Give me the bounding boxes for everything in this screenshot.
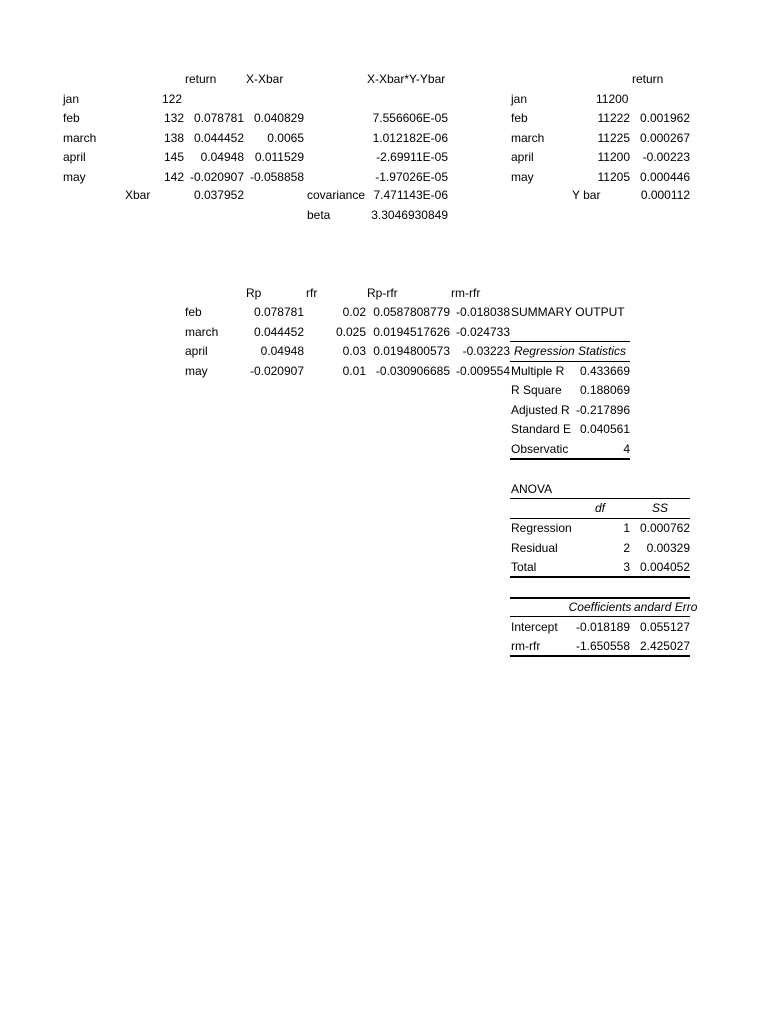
month-label: feb xyxy=(63,111,80,125)
coef-value: -0.018189 xyxy=(575,620,630,634)
header-rp-rfr: Rp-rfr xyxy=(367,286,398,300)
beta-label: beta xyxy=(307,208,331,222)
xy-value: -2.69911E-05 xyxy=(376,150,448,164)
divider xyxy=(510,361,630,362)
return-value: 0.001962 xyxy=(639,111,690,125)
stat-label: Adjusted R xyxy=(511,403,570,417)
rp-rfr-value: 0.0587808779 xyxy=(373,305,450,319)
x-xbar-value: 0.040829 xyxy=(253,111,304,125)
rp-rfr-value: 0.0194800573 xyxy=(373,344,450,358)
anova-header-ss: SS xyxy=(651,501,668,515)
rm-rfr-value: -0.018038 xyxy=(455,305,510,319)
rm-rfr-value: -0.009554 xyxy=(455,364,510,378)
month-label: may xyxy=(63,170,86,184)
price-value: 142 xyxy=(163,170,184,184)
stderr-value: 0.055127 xyxy=(639,620,690,634)
stderr-value: 2.425027 xyxy=(639,639,690,653)
header-rm-rfr: rm-rfr xyxy=(451,286,481,300)
divider xyxy=(510,458,630,460)
coef-value: -1.650558 xyxy=(575,639,630,653)
month-label: may xyxy=(185,364,208,378)
anova-title: ANOVA xyxy=(511,482,553,496)
anova-df: 1 xyxy=(623,521,630,535)
xy-value: -1.97026E-05 xyxy=(375,170,448,184)
rp-rfr-value: -0.030906685 xyxy=(375,364,450,378)
month-label: feb xyxy=(185,305,202,319)
stat-value: 0.040561 xyxy=(579,422,630,436)
rp-value: 0.044452 xyxy=(253,325,304,339)
anova-row-label: Total xyxy=(511,560,537,574)
divider xyxy=(510,341,630,342)
return-value: -0.00223 xyxy=(642,150,690,164)
rp-value: 0.04948 xyxy=(260,344,304,358)
stat-value: -0.217896 xyxy=(575,403,630,417)
month-label: march xyxy=(63,131,97,145)
xbar-value: 0.037952 xyxy=(193,188,244,202)
price-value: 11200 xyxy=(597,150,630,164)
month-label: april xyxy=(511,150,534,164)
return-value: 0.044452 xyxy=(193,131,244,145)
price-value: 11222 xyxy=(597,111,630,125)
rfr-value: 0.01 xyxy=(342,364,366,378)
coef-header: Coefficients xyxy=(568,600,632,614)
rm-rfr-value: -0.024733 xyxy=(455,325,510,339)
anova-row-label: Regression xyxy=(511,521,572,535)
header-x-xbar-y-ybar: X-Xbar*Y-Ybar xyxy=(367,72,446,86)
ybar-value: 0.000112 xyxy=(640,188,690,202)
rm-rfr-value: -0.03223 xyxy=(462,344,510,358)
price-value: 11205 xyxy=(597,170,630,184)
x-xbar-value: 0.011529 xyxy=(254,150,304,164)
return-value: -0.020907 xyxy=(189,170,244,184)
month-label: jan xyxy=(511,92,528,106)
month-label: may xyxy=(511,170,534,184)
month-label: march xyxy=(511,131,545,145)
return-value: 0.04948 xyxy=(200,150,244,164)
price-value: 145 xyxy=(163,150,184,164)
ybar-label: Y bar xyxy=(572,188,601,202)
stat-value: 0.433669 xyxy=(579,364,630,378)
rfr-value: 0.02 xyxy=(342,305,366,319)
rfr-value: 0.025 xyxy=(335,325,366,339)
xy-value: 7.556606E-05 xyxy=(372,111,448,125)
divider xyxy=(510,518,690,519)
price-value: 11200 xyxy=(596,92,629,106)
anova-header-df: df xyxy=(594,501,605,515)
regression-stats-header: Regression Statistics xyxy=(513,344,627,358)
header-rfr: rfr xyxy=(306,286,318,300)
stat-value: 0.188069 xyxy=(579,383,630,397)
month-label: jan xyxy=(63,92,80,106)
beta-value: 3.3046930849 xyxy=(371,208,448,222)
x-xbar-value: 0.0065 xyxy=(267,131,304,145)
divider xyxy=(510,655,690,657)
return-value: 0.000446 xyxy=(639,170,690,184)
x-xbar-value: -0.058858 xyxy=(249,170,304,184)
month-label: feb xyxy=(511,111,528,125)
anova-df: 2 xyxy=(623,541,630,555)
xy-value: 1.012182E-06 xyxy=(372,131,448,145)
header-rp: Rp xyxy=(246,286,262,300)
header-return: return xyxy=(632,72,664,86)
stat-label: R Square xyxy=(511,383,562,397)
price-value: 138 xyxy=(163,131,184,145)
price-value: 11225 xyxy=(597,131,630,145)
price-value: 122 xyxy=(162,92,183,106)
stat-label: Standard E xyxy=(511,422,572,436)
return-value: 0.078781 xyxy=(193,111,244,125)
divider xyxy=(510,616,690,617)
rfr-value: 0.03 xyxy=(342,344,366,358)
return-value: 0.000267 xyxy=(639,131,690,145)
month-label: march xyxy=(185,325,219,339)
covariance-label: covariance xyxy=(307,188,366,202)
anova-ss: 0.00329 xyxy=(646,541,690,555)
covariance-value: 7.471143E-06 xyxy=(373,188,448,202)
xbar-label: Xbar xyxy=(125,188,151,202)
header-return: return xyxy=(185,72,217,86)
anova-row-label: Residual xyxy=(511,541,558,555)
summary-title: SUMMARY OUTPUT xyxy=(511,305,625,319)
anova-df: 3 xyxy=(623,560,630,574)
rp-value: -0.020907 xyxy=(249,364,304,378)
stat-label: Observatic xyxy=(511,442,569,456)
month-label: april xyxy=(63,150,86,164)
coef-row-label: rm-rfr xyxy=(511,639,541,653)
anova-ss: 0.004052 xyxy=(639,560,690,574)
price-value: 132 xyxy=(163,111,184,125)
month-label: april xyxy=(185,344,208,358)
header-x-xbar: X-Xbar xyxy=(246,72,284,86)
divider xyxy=(510,498,690,499)
coef-row-label: Intercept xyxy=(511,620,558,634)
divider xyxy=(510,576,690,578)
stat-value: 4 xyxy=(623,442,630,456)
rp-value: 0.078781 xyxy=(253,305,304,319)
anova-ss: 0.000762 xyxy=(639,521,690,535)
rp-rfr-value: 0.0194517626 xyxy=(373,325,450,339)
stat-label: Multiple R xyxy=(511,364,565,378)
stderr-header: andard Erro xyxy=(634,600,698,614)
